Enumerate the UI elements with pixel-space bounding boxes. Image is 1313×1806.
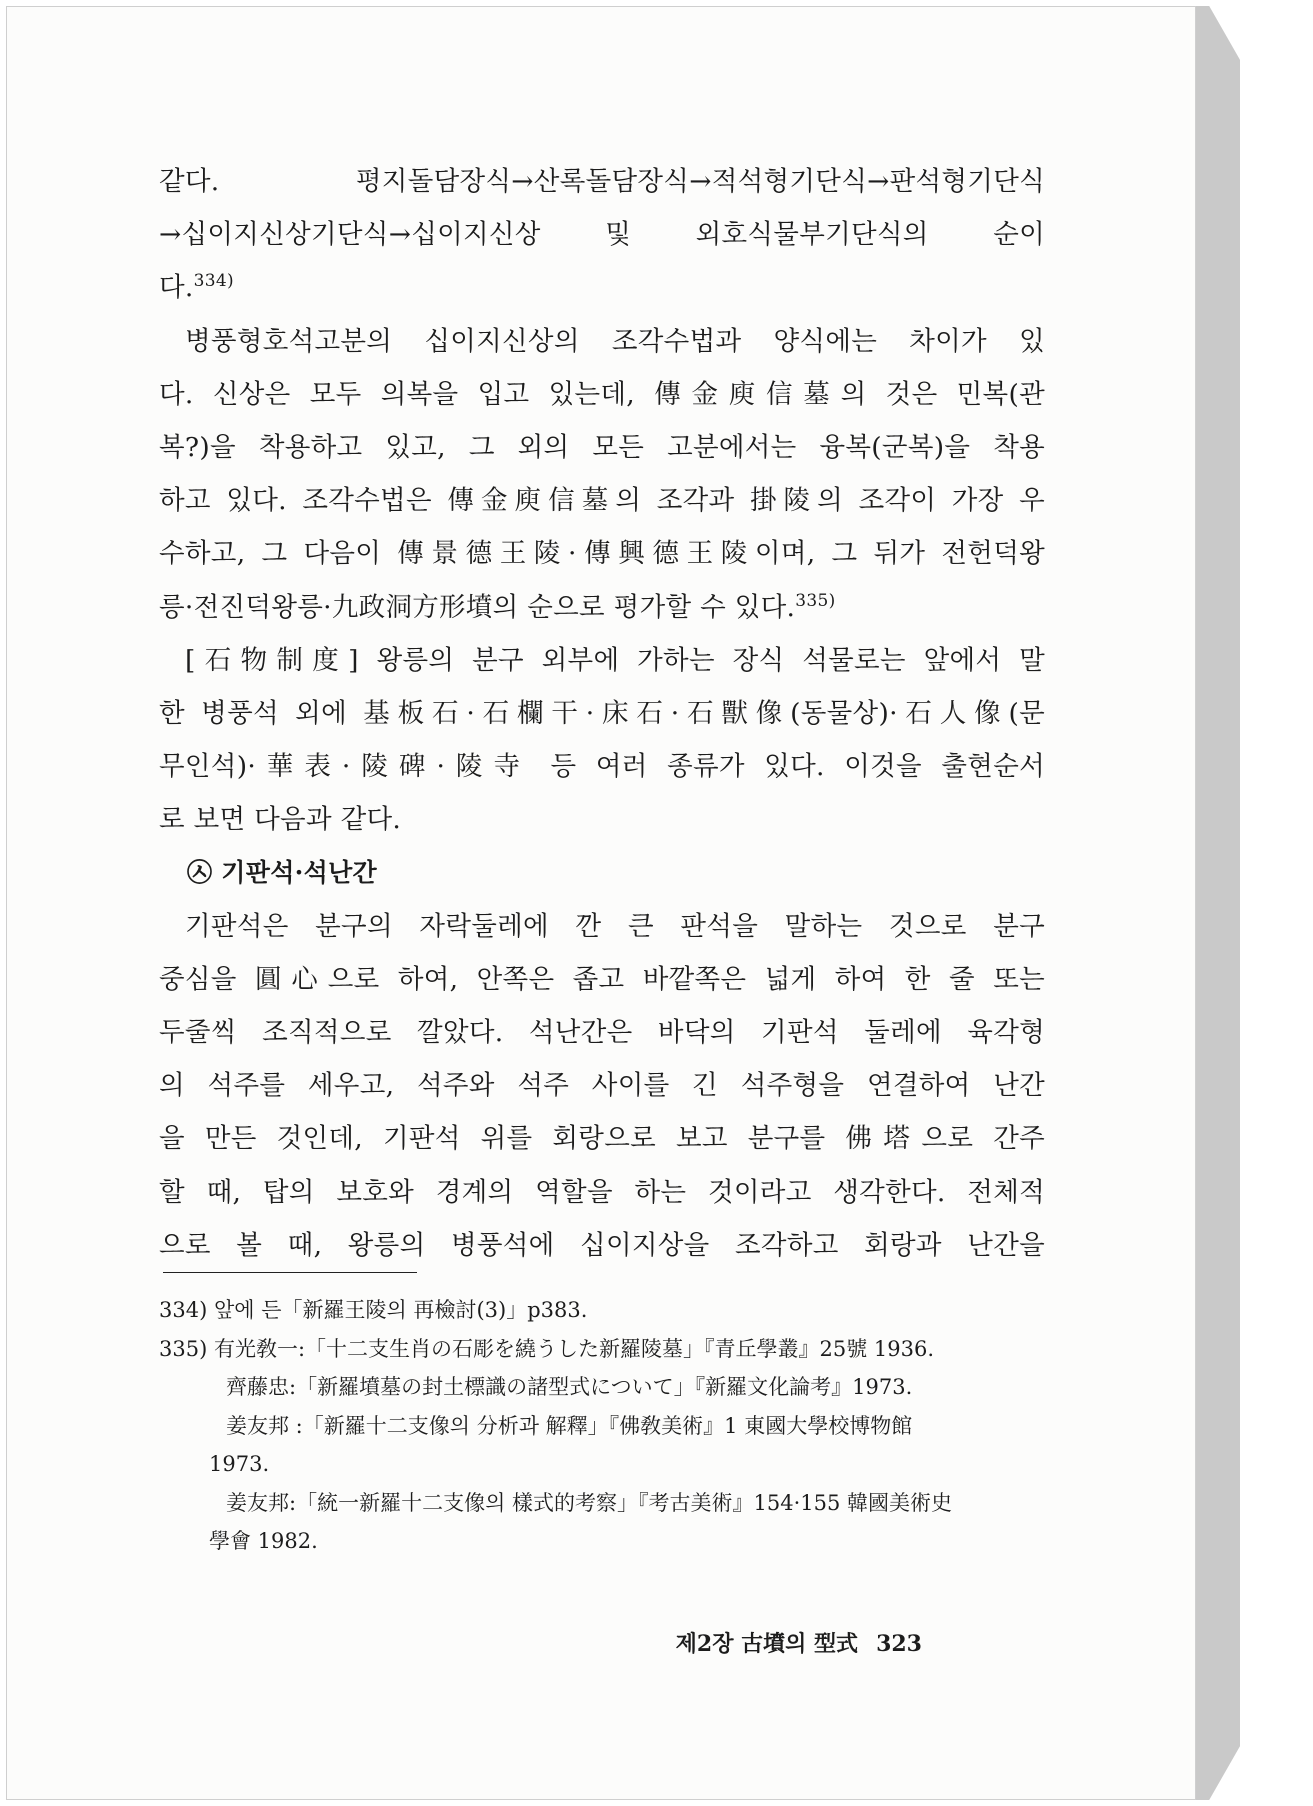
footnote-ref-335: 335) — [795, 590, 836, 611]
footnote-divider — [163, 1272, 417, 1273]
text-line: 기판석은 분구의 자락둘레에 깐 큰 판석을 말하는 것으로 분구 — [185, 910, 1045, 942]
footnote-ref-334: 334) — [193, 271, 234, 292]
text-line: 병풍형호석고분의 십이지신상의 조각수법과 양식에는 차이가 있 — [185, 325, 1045, 357]
text-line: →십이지신상기단식→십이지신상 및 외호식물부기단식의 순이 — [159, 219, 1045, 251]
text-line: 으로 볼 때, 왕릉의 병풍석에 십이지상을 조각하고 회랑과 난간을 — [159, 1229, 1045, 1261]
text-line: 릉·전진덕왕릉·九政洞方形墳의 순으로 평가할 수 있다.$^{335)}$ — [159, 590, 836, 623]
footnote-335-cont: 姜友邦:「統一新羅十二支像의 樣式的考察」『考古美術』154·155 韓國美術史 — [226, 1490, 953, 1515]
page-number: 323 — [876, 1631, 922, 1657]
text-line: 다. 신상은 모두 의복을 입고 있는데, 傳金庾信墓의 것은 민복(관 — [159, 378, 1045, 410]
text-line: 수하고, 그 다음이 傳景德王陵·傳興德王陵이며, 그 뒤가 전헌덕왕 — [159, 538, 1045, 570]
running-title: 제2장 古墳의 型式 — [675, 1631, 859, 1657]
text-line: 하고 있다. 조각수법은 傳金庾信墓의 조각과 掛陵의 조각이 가장 우 — [159, 485, 1045, 517]
text-line: 의 석주를 세우고, 석주와 석주 사이를 긴 석주형을 연결하여 난간 — [159, 1070, 1045, 1102]
footnotes — [159, 1291, 1045, 1561]
text-line: [石物制度] 왕릉의 분구 외부에 가하는 장식 석물로는 앞에서 말 — [185, 644, 1045, 676]
text-line: 복?)을 착용하고 있고, 그 외의 모든 고분에서는 융복(군복)을 착용 — [159, 431, 1045, 463]
text-line: 다.$^{334)}$ — [159, 271, 234, 304]
footnote-335-cont: 1973. — [209, 1452, 270, 1476]
running-footer — [676, 1627, 922, 1658]
footnote-335-cont: 齊藤忠:「新羅墳墓の封土標識の諸型式について」『新羅文化論考』1973. — [226, 1375, 913, 1399]
text-line: 로 보면 다음과 같다. — [159, 804, 402, 836]
footnote-335: 335) 有光敎一:「十二支生肖の石彫を繞うした新羅陵墓」『青丘學叢』25號 1936. — [159, 1336, 935, 1361]
body-text — [159, 155, 1045, 1272]
text-line: 할 때, 탑의 보호와 경계의 역할을 하는 것이라고 생각한다. 전체적 — [159, 1176, 1045, 1208]
text-line: 한 병풍석 외에 基板石·石欄干·床石·石獸像(동물상)·石人像(문 — [159, 697, 1045, 729]
text-line: 같다. 평지돌담장식→산록돌담장식→적석형기단식→판석형기단식 — [159, 166, 1045, 197]
text-line: 중심을 圓心으로 하여, 안쪽은 좁고 바깥쪽은 넓게 하여 한 줄 또는 — [159, 963, 1045, 995]
text-line: 두줄씩 조직적으로 깔았다. 석난간은 바닥의 기판석 둘레에 육각형 — [159, 1017, 1045, 1048]
page-edge-shadow — [1196, 6, 1240, 1800]
section-heading: ㉦ 기판석·석난간 — [187, 858, 378, 888]
footnote-335-cont: 學會 1982. — [209, 1529, 318, 1553]
footnote-335-cont: 姜友邦 :「新羅十二支像의 分析과 解釋」『佛敎美術』1 東國大學校博物館 — [226, 1413, 913, 1438]
book-page — [6, 6, 1196, 1800]
text-line: 무인석)·華表·陵碑·陵寺 등 여러 종류가 있다. 이것을 출현순서 — [159, 751, 1045, 783]
text-line: 을 만든 것인데, 기판석 위를 회랑으로 보고 분구를 佛塔으로 간주 — [159, 1123, 1045, 1155]
footnote-334: 334) 앞에 든「新羅王陵의 再檢討(3)」p383. — [159, 1298, 588, 1322]
